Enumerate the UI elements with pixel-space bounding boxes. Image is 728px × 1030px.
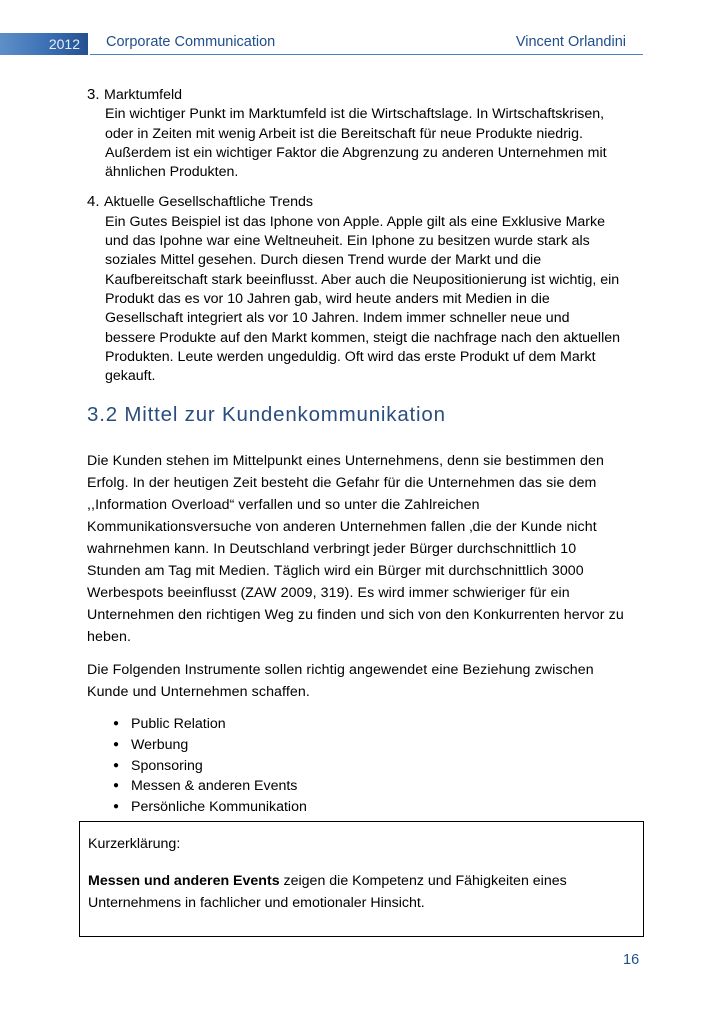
- year-badge: 2012: [0, 33, 88, 55]
- text-line: gekauft.: [105, 368, 156, 385]
- list-item: ● Public Relation: [113, 714, 647, 735]
- section-heading: 3.2 Mittel zur Kundenkommunikation: [87, 403, 446, 427]
- text-line: Die Kunden stehen im Mittelpunkt eines Unternehmens, denn sie bestimmen den: [87, 453, 604, 470]
- text-line: Stunden am Tag mit Medien. Täglich wird ein Bürger mit durchschnittlich 3000: [87, 563, 584, 580]
- paragraph-instrumente: [87, 659, 647, 703]
- header-author: Vincent Orlandini: [515, 34, 626, 50]
- page-number: 16: [623, 952, 640, 968]
- text-line: ,,Information Overload“ verfallen und so unter die Zahlreichen: [87, 497, 480, 514]
- text-line: Außerdem ist ein wichtiger Faktor die Abgrenzung zu anderen Unternehmen mit: [105, 144, 607, 161]
- text-line: Die Folgenden Instrumente sollen richtig angewendet eine Beziehung zwischen: [87, 662, 594, 679]
- box-text-line2: Unternehmens in fachlicher und emotionaler Hinsicht.: [88, 895, 425, 911]
- text-line: und das Ipohne war eine Weltneuheit. Ein Iphone zu besitzen wurde stark als: [105, 233, 590, 250]
- text-line: Ein Gutes Beispiel ist das Iphone von Apple. Apple gilt als eine Exklusive Marke: [105, 213, 605, 230]
- text-line: Produkt das es vor 10 Jahren gab, wird heute anders mit Medien in die: [105, 290, 550, 307]
- item-title: Marktumfeld: [104, 87, 183, 103]
- text-line: Kommunikationsversuche von anderen Unternehmen fallen ‚die der Kunde nicht: [87, 519, 597, 536]
- text-line: Kaufbereitschaft stark beeinflusst. Aber auch die Neupositionierung ist wichtig, ein: [105, 271, 620, 288]
- list-item: ● Persönliche Kommunikation: [113, 797, 647, 818]
- text-line: Werbespots beeinflusst (ZAW 2009, 319). Es wird immer schwieriger für ein: [87, 585, 570, 602]
- header-rule: [90, 54, 643, 55]
- item-title: Aktuelle Gesellschaftliche Trends: [104, 194, 313, 211]
- text-line: Ein wichtiger Punkt im Marktumfeld ist die Wirtschaftslage. In Wirtschaftskrisen,: [105, 106, 605, 123]
- box-label: Kurzerklärung:: [88, 836, 181, 852]
- text-line: ähnlichen Produkten.: [105, 164, 239, 181]
- text-line: Unternehmen den richtigen Weg zu finden und sich von den Konkurrenten hervor zu: [87, 607, 624, 624]
- text-line: Erfolg. In der heutigen Zeit besteht die Gefahr für die Unternehmen das sie dem: [87, 475, 597, 492]
- numbered-item-trends: [87, 193, 647, 386]
- item-body: [87, 105, 647, 182]
- box-bold-term: Messen und anderen Events: [88, 873, 280, 889]
- text-line: Produkten. Leute werden ungeduldig. Oft wird das erste Produkt uf dem Markt: [105, 348, 596, 365]
- item-number: 3.: [87, 86, 100, 103]
- text-line: soziales Mittel gesehen. Durch diesen Trend wurde der Markt und die: [105, 252, 542, 269]
- text-line: bessere Produkte auf den Markt kommen, steigt die nachfrage nach den aktuellen: [105, 329, 620, 346]
- box-text: [88, 870, 635, 914]
- text-line: Gesellschaft integriert als vor 10 Jahren. Indem immer schneller neue und: [105, 310, 570, 327]
- item-number: 4.: [87, 193, 100, 211]
- list-item: ● Messen & anderen Events: [113, 776, 647, 797]
- text-line: Kunde und Unternehmen schaffen.: [87, 684, 310, 701]
- item-body: [87, 213, 647, 387]
- numbered-item-marktumfeld: [87, 86, 647, 182]
- instrument-list: [87, 714, 647, 817]
- list-item: ● Werbung: [113, 735, 647, 756]
- page-content: [87, 86, 647, 817]
- box-text-rest: zeigen die Kompetenz und Fähigkeiten eines: [279, 873, 567, 889]
- text-line: heben.: [87, 629, 131, 646]
- header-title: Corporate Communication: [106, 34, 276, 50]
- paragraph-kunden: [87, 450, 647, 648]
- page-header: [0, 0, 728, 60]
- text-line: oder in Zeiten mit wenig Arbeit ist die Bereitschaft für neue Produkte niedrig.: [105, 125, 583, 142]
- text-line: wahrnehmen kann. In Deutschland verbringt jeder Bürger durchschnittlich 10: [87, 541, 577, 558]
- list-item: ● Sponsoring: [113, 756, 647, 777]
- explanation-box: [79, 821, 644, 937]
